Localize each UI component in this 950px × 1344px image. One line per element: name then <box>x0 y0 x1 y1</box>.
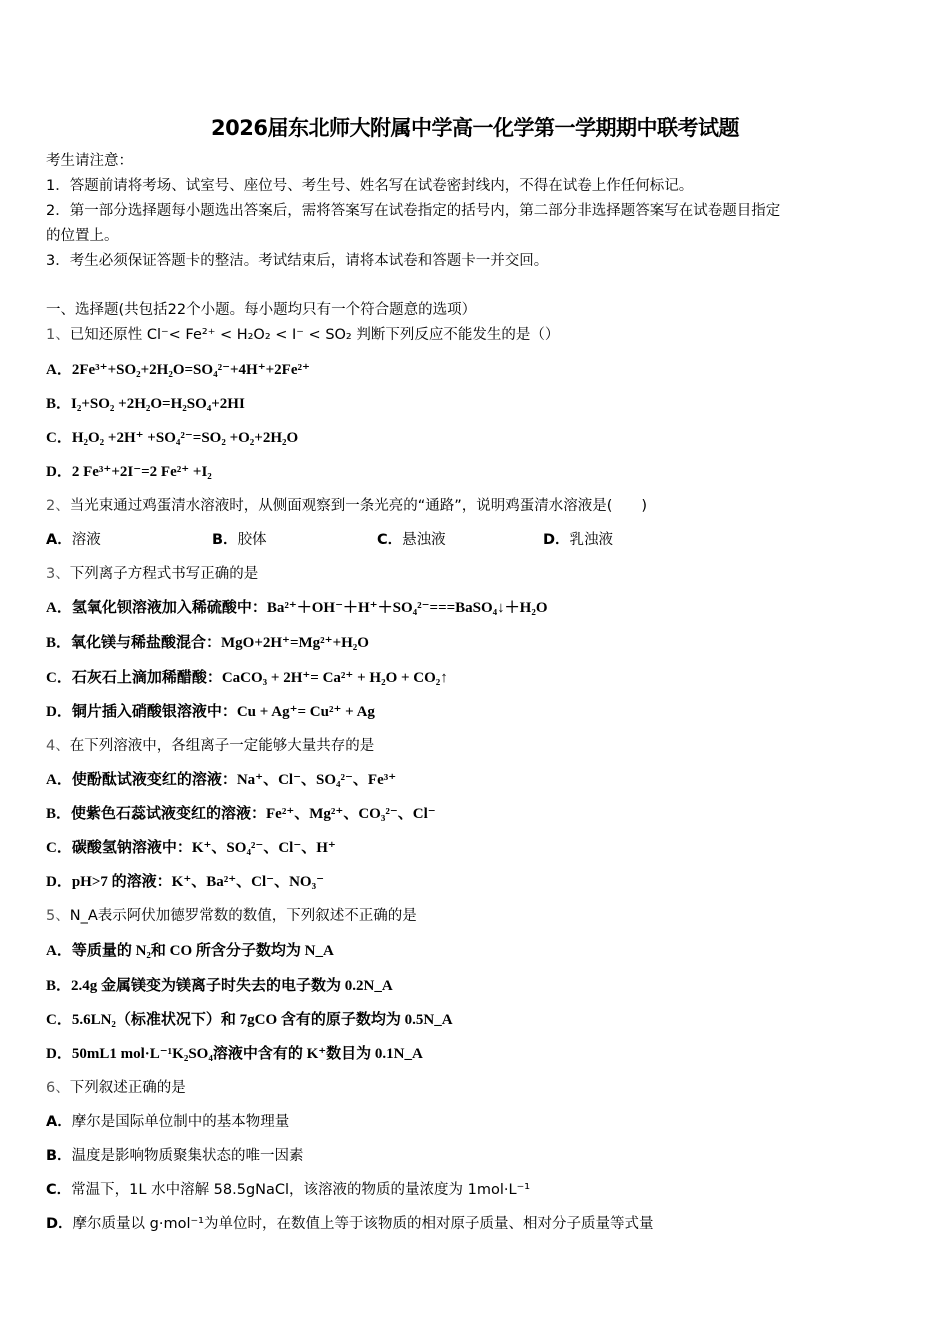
option-text: 等质量的 N₂和 CO 所含分子数均为 N_A <box>71 943 334 959</box>
option-label: A． <box>46 772 72 788</box>
option-label: A． <box>46 1114 72 1130</box>
q4-option-b <box>46 804 436 824</box>
option-text: 石灰石上滴加稀醋酸：CaCO₃ + 2H⁺= Ca²⁺ + H₂O + CO₂↑ <box>71 670 448 686</box>
question-2 <box>46 496 647 516</box>
exam-title: 2026届东北师大附属中学高一化学第一学期期中联考试题 <box>211 116 739 140</box>
option-text: 氢氧化钡溶液加入稀硫酸中：Ba²⁺＋OH⁻＋H⁺＋SO₄²⁻===BaSO₄↓＋H₂O <box>71 600 548 616</box>
option-text: 摩尔质量以 g·mol⁻¹为单位时，在数值上等于该物质的相对原子质量、相对分子质量等式量 <box>72 1216 654 1232</box>
question-number: 6、 <box>46 1080 70 1096</box>
option-label: A． <box>46 600 72 616</box>
q4-option-c <box>46 838 336 858</box>
option-text: 温度是影响物质聚集状态的唯一因素 <box>71 1148 304 1164</box>
q3-option-b <box>46 633 369 653</box>
option-text: 摩尔是国际单位制中的基本物理量 <box>71 1114 290 1130</box>
q2-option-d: D．乳浊液 <box>543 532 614 548</box>
option-label: D． <box>46 704 72 720</box>
notice-item-2: 2．第一部分选择题每小题选出答案后，需将答案写在试卷指定的括号内，第二部分非选择题答案写在试卷题目指定 <box>46 203 781 219</box>
option-label: C． <box>46 1012 72 1028</box>
option-label: D． <box>46 464 72 480</box>
option-label: D． <box>46 874 72 890</box>
option-label: D． <box>46 1216 73 1232</box>
q1-option-d <box>46 462 212 482</box>
q3-option-c <box>46 668 448 688</box>
notice-heading: 考生请注意： <box>46 153 133 169</box>
q3-option-a <box>46 598 548 618</box>
q5-option-b <box>46 976 393 996</box>
q2-option-b: B．胶体 <box>212 532 267 548</box>
option-label: B． <box>46 396 72 412</box>
option-text: 50mL1 mol·L⁻¹K₂SO₄溶液中含有的 K⁺数目为 0.1N_A <box>71 1046 423 1062</box>
option-label: A． <box>46 943 72 959</box>
option-label: D． <box>46 1046 72 1062</box>
notice-item-1: 1．答题前请将考场、试室号、座位号、考生号、姓名写在试卷密封线内，不得在试卷上作任何标记。 <box>46 178 694 194</box>
question-number: 1、 <box>46 327 70 343</box>
question-stem: N_A表示阿伏加德罗常数的数值，下列叙述不正确的是 <box>69 908 417 924</box>
q1-option-b <box>46 394 245 414</box>
option-label: C． <box>46 1182 72 1198</box>
q6-option-a <box>46 1112 289 1132</box>
question-number: 4、 <box>46 738 70 754</box>
option-label: C． <box>46 670 72 686</box>
option-text: 氧化镁与稀盐酸混合：MgO+2H⁺=Mg²⁺+H₂O <box>71 635 369 651</box>
option-text: 使紫色石蕊试液变红的溶液：Fe²⁺、Mg²⁺、CO₃²⁻、Cl⁻ <box>71 806 436 822</box>
q5-option-c <box>46 1010 453 1030</box>
option-text: 碳酸氢钠溶液中：K⁺、SO₄²⁻、Cl⁻、H⁺ <box>71 840 336 856</box>
option-text: 2.4g 金属镁变为镁离子时失去的电子数为 0.2N_A <box>71 978 393 994</box>
question-number: 2、 <box>46 498 70 514</box>
option-text: 使酚酞试液变红的溶液：Na⁺、Cl⁻、SO₄²⁻、Fe³⁺ <box>71 772 397 788</box>
option-label: B． <box>46 978 72 994</box>
notice-item-2-cont: 的位置上。 <box>46 228 119 244</box>
option-text: 5.6LN₂（标准状况下）和 7gCO 含有的原子数均为 0.5N_A <box>71 1012 453 1028</box>
option-label: B． <box>46 806 72 822</box>
option-text: pH>7 的溶液：K⁺、Ba²⁺、Cl⁻、NO₃⁻ <box>71 874 324 890</box>
option-text: 2Fe³⁺+SO₂+2H₂O=SO₄²⁻+4H⁺+2Fe²⁺ <box>71 362 310 378</box>
q5-option-a <box>46 941 334 961</box>
q4-option-d <box>46 872 324 892</box>
section-heading: 一、选择题(共包括22个小题。每小题均只有一个符合题意的选项） <box>46 302 477 318</box>
question-number: 5、 <box>46 908 70 924</box>
question-number: 3、 <box>46 566 70 582</box>
question-stem: 当光束通过鸡蛋清水溶液时，从侧面观察到一条光亮的“通路”，说明鸡蛋清水溶液是( ) <box>69 498 648 514</box>
question-3 <box>46 564 258 584</box>
question-5 <box>46 906 417 926</box>
q2-option-c: C．悬浊液 <box>377 532 446 548</box>
q3-option-d <box>46 702 375 722</box>
q5-option-d <box>46 1044 423 1064</box>
option-label: B． <box>46 635 72 651</box>
question-1 <box>46 325 559 345</box>
q6-option-d <box>46 1214 653 1234</box>
option-label: C． <box>46 840 72 856</box>
q1-option-c <box>46 428 298 448</box>
question-stem: 在下列溶液中，各组离子一定能够大量共存的是 <box>69 738 375 754</box>
option-text: 铜片插入硝酸银溶液中：Cu + Ag⁺= Cu²⁺ + Ag <box>71 704 375 720</box>
question-6 <box>46 1078 186 1098</box>
option-label: B． <box>46 1148 72 1164</box>
question-stem: 已知还原性 Cl⁻< Fe²⁺ < H₂O₂ < I⁻ < SO₂ 判断下列反应不能发生的是（） <box>69 327 560 343</box>
option-label: A． <box>46 362 72 378</box>
option-label: C． <box>46 430 72 446</box>
option-text: I₂+SO₂ +2H₂O=H₂SO₄+2HI <box>71 396 245 412</box>
q1-option-a <box>46 360 310 380</box>
q6-option-b <box>46 1146 304 1166</box>
option-text: 2 Fe³⁺+2I⁻=2 Fe²⁺ +I₂ <box>71 464 212 480</box>
q4-option-a <box>46 770 396 790</box>
question-4 <box>46 736 374 756</box>
question-stem: 下列叙述正确的是 <box>69 1080 186 1096</box>
q2-option-a: A．溶液 <box>46 532 101 548</box>
notice-item-3: 3．考生必须保证答题卡的整洁。考试结束后，请将本试卷和答题卡一并交回。 <box>46 253 549 269</box>
q6-option-c <box>46 1180 530 1200</box>
question-stem: 下列离子方程式书写正确的是 <box>69 566 259 582</box>
option-text: H₂O₂ +2H⁺ +SO₄²⁻=SO₂ +O₂+2H₂O <box>71 430 299 446</box>
option-text: 常温下，1L 水中溶解 58.5gNaCl，该溶液的物质的量浓度为 1mol·L⁻¹ <box>71 1182 531 1198</box>
